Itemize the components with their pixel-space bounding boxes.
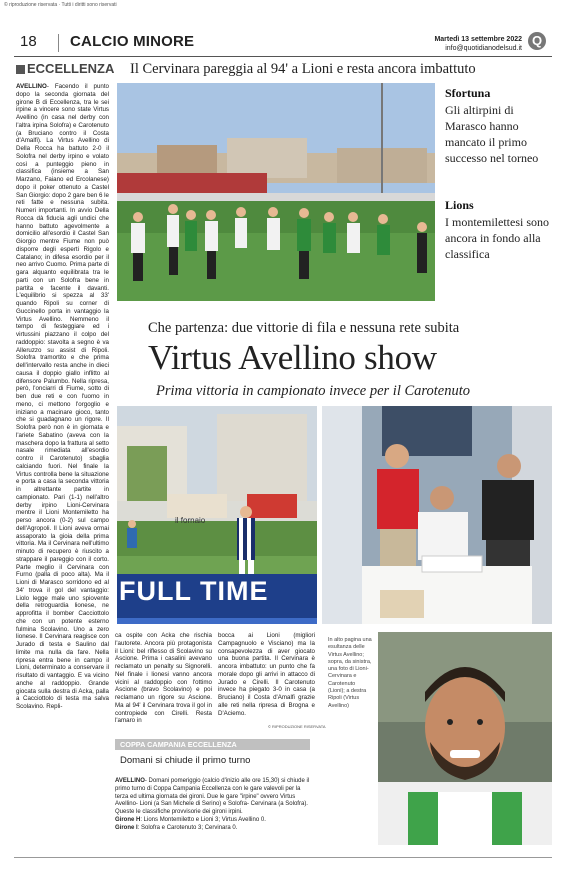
banner-overlay: il fornaio — [175, 516, 206, 525]
girone-i-label: Girone I — [115, 824, 138, 831]
coppa-body — [115, 778, 315, 833]
main-headline: Virtus Avellino show — [148, 338, 437, 377]
girone-h-label: Girone H — [115, 816, 141, 823]
photo-ripoli-portrait — [378, 632, 552, 845]
issue-date-text: Martedì 13 settembre 2022 — [434, 36, 522, 43]
girone-i-standings: : Solofra e Carotenuto 3; Cervinara 0. — [137, 824, 238, 831]
full-time-overlay: FULL TIME — [119, 576, 269, 606]
carotenuto-illustration — [322, 406, 552, 624]
headline-deck: Prima vittoria in campionato invece per il Carotenuto — [156, 383, 470, 399]
section-title: CALCIO MINORE — [70, 33, 195, 50]
coppa-title: Domani si chiude il primo turno — [120, 755, 251, 766]
header-rule — [14, 56, 552, 57]
kicker-tag: ECCELLENZA — [27, 61, 115, 76]
top-copyright-note: © riproduzione riservata · Tutti i diritti sono riservati — [4, 2, 117, 8]
coppa-label: COPPA CAMPANIA ECCELLENZA — [120, 740, 237, 749]
side-note-title-lions: Lions — [445, 198, 474, 212]
issue-date — [434, 35, 522, 53]
coppa-text: - Domani pomeriggio (calcio d'inizio alle ore 15,30) si chiude il primo turno di Coppa Campania Eccellenza con le gare valevoli per la terza ed ultima giornata dei gironi. Due le gare "irpine" ovvero Virtus Avellino- Lioni (a San Michele di Serino) e Solofra- Cervinara (a Solofra). Queste le classifiche provvisorie dei gironi irpini. — [115, 778, 310, 816]
headline-subtitle: Che partenza: due vittorie di fila e nessuna rete subita — [148, 320, 460, 336]
bottom-column-1: ca ospite con Acka che rischia l'autorete. Ancora più protagonista il Lioni: bel riflesso di Scolavino su Ascione. Prima i casalini avevano reclamato un penalty su Signorelli. Nel finale i lionesi vanno ancora vicini al raddoppio con l'ottimo Ascione (bravo Scolavino) e poi reclamano un rigore su Ascione. Ma al 94' il Cervinara trova il gol in contropiede con Cirelli. Resta l'amaro in — [115, 632, 212, 725]
girone-h-standings: : Lions Montemiletto e Lioni 3; Virtus Avellino 0. — [140, 816, 266, 823]
header-divider — [58, 34, 59, 52]
coppa-lead: AVELLINO — [115, 778, 145, 784]
side-note-body-lions: I montemilettesi sono ancora in fondo alla classifica — [445, 215, 549, 261]
photo-caption: In alto pagina una esultanza delle Virtus Avellino; sopra, da sinistra, una foto di Lioni- Cervinara e Carotenuto (Lioni); a destra Ripoli (Virtus Avellino) — [328, 637, 372, 709]
bottom-rule — [14, 857, 552, 858]
photo-carotenuto — [322, 406, 552, 624]
left-article-column — [16, 83, 109, 858]
side-note-body-sfortuna: Gli altirpini di Marasco hanno mancato il primo successo nel torneo — [445, 103, 539, 165]
newspaper-logo-icon: Q — [528, 32, 546, 50]
kicker-square-icon — [16, 65, 25, 74]
photo-virtus-celebration — [117, 83, 435, 301]
left-article-lead: AVELLINO — [16, 83, 47, 90]
kicker-title: Il Cervinara pareggia al 94' a Lioni e resta ancora imbattuto — [130, 61, 476, 77]
left-article-text: - Facendo il punto dopo la seconda giornata del girone B di Eccellenza, tra le sei irpine a vincere sono state Virtus Avellino (in casa nel derby con l'altra irpina Solofra) e Carotenuto (a Bruciano contro il Costa d'Amalfi). La Virtus Avellino di Della Rocca ha battuto 2-0 il Solofra nel derby irpino e volato così a punteggio pieno in classifica (insieme a San Marzano, Faiano ed Ercolanese) dopo il poker ottenuto a Castel San Giorgio: dopo 2 gare ben 6 le reti fatte e nessuna subita. Numeri importanti. In avvio Della Rocca dà fiducia agli undici che hanno battuto agevolmente a domicilio all'esordio il Castel San Giorgio mentre Fiume non può disporre degli esperti Rigolo e Catalano; in difesa esordio per il neo arrivo Cuomo. Prima parte di gara alquanto equilibrata tra le parti con un Solofra bene in partita e facente il davanti. L'equilibrio si spezza al 33' quando Ripoli su corner di Guccinello porta in vantaggio la Virtus Avellino. Nemmeno il tempo di festeggiare ed i virtussini piazzano il colpo del raddoppio: stavolta a segno è va Alleruzzo su assist di Ripoli. Solofra tramortito e che prima dell'intervallo resta anche in dieci causa il doppio giallo inflitto al difensore Palumbo. Nella ripresa, però, l'onciarri di Fiume, sotto di ben due reti e con l'uomo in meno, ci mettono l'orgoglio e iniziano a macinare gioco, tanto che si guadagnano un rigore. Il Solofra però non è in giornata e l'ariete Sabatino (aveva con la maschera dopo la frattura al setto nasale rimediata all'esordio contro il Carotenuto) sbaglia calciando fuori. Nel finale la Virtus controlla bene la situazione e porta a casa la seconda vittoria in altrettante partite in campionato. Pari (1-1) nell'altro derby irpino Lioni-Cervinara mentre il Lioni Montemiletto ha perso ancora (0-2) sul campo dell'Agropoli. Il Lioni aveva ormai assaporato la gioia della prima vittoria. Ma il Cervinara nell'ultimo minuto di recupero è riuscito a strappare il pareggio con il corto. Parte meglio il Cervinara con Furno (palla di poco alta). Ma il Lioni di Marasco sorridono ed al 34' trova il gol del vantaggio: Liolo legge male uno spiovente della retroguardia lionese, ne approfitta il bomber Cacciottolo che con un potente esterno fulmina Scolavino. Uno a zero lionese. Il Cervinara reagisce con Jurado di testa e Saulino dal limite ma nulla da fare. Nella ripresa entra bene in campo il Lioni, determinato a conservare il risultato di vantaggio. E va vicino anche al raddoppio. Grande giocata sulla destra di Acka, palla a Cacciottolo di testa ma salva Scolavino. Repli- — [16, 83, 109, 710]
celebration-illustration — [117, 83, 435, 301]
contact-email: info@quotidianodelsud.it — [445, 45, 522, 52]
copyright-notice: © RIPRODUZIONE RISERVATA — [268, 724, 326, 729]
portrait-illustration — [378, 632, 552, 845]
side-note-title-sfortuna: Sfortuna — [445, 86, 491, 100]
bottom-column-2: bocca ai Lioni (migliori Campagnuolo e Visciano) ma la consapevolezza di aver giocato una buona partita. Il Cervinara è ancora imbattuto: un punto che fa morale dopo gli arrivi in attacco di Jurado e Cirelli. Il Carotenuto invece ha piegato 3-0 in casa (a Bruciano) il Costa d'Amalfi grazie alle reti nella ripresa di Brogna e D'Aciemo. — [218, 632, 315, 717]
photo-lioni-cervinara — [117, 406, 317, 624]
page-number: 18 — [20, 33, 37, 50]
